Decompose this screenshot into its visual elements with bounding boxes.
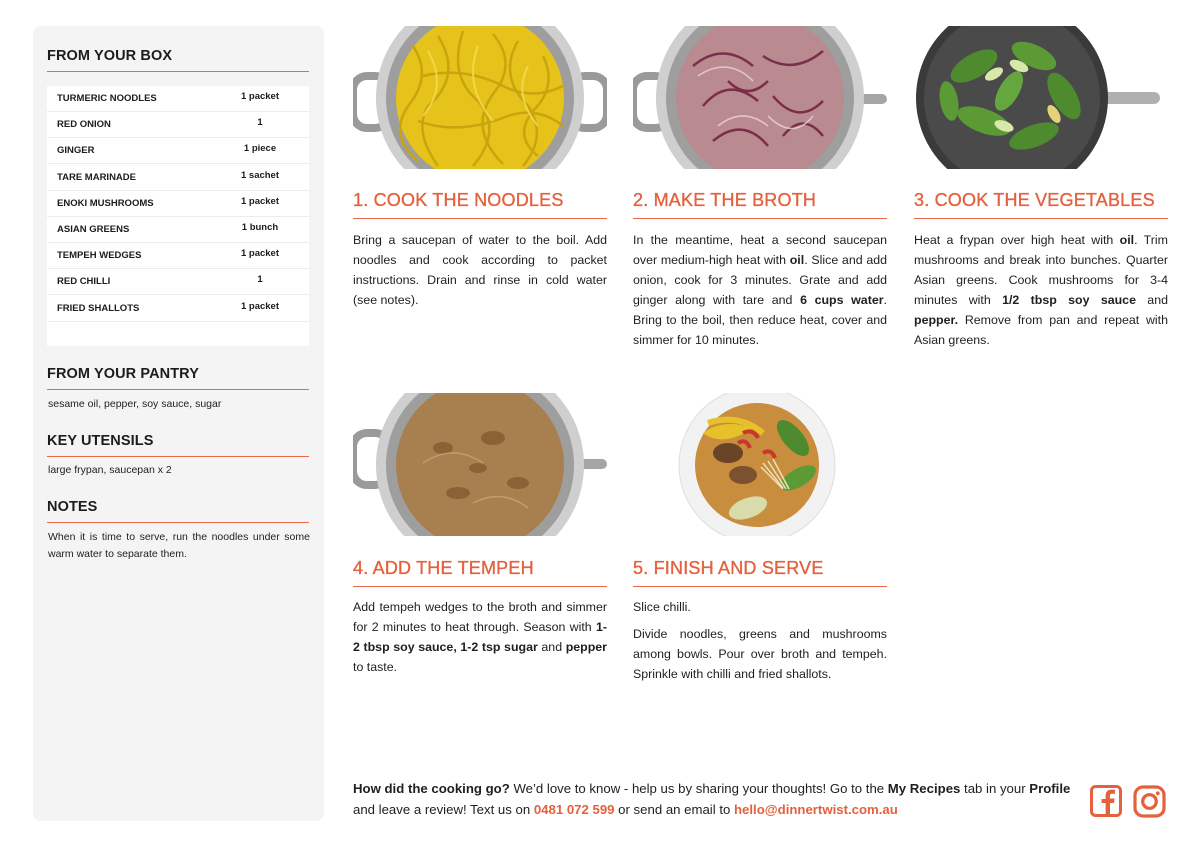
step-paragraph <box>633 597 887 617</box>
divider <box>47 522 309 523</box>
step-paragraph <box>633 624 887 684</box>
utensils-list: large frypan, saucepan x 2 <box>48 464 172 476</box>
ingredient-quantity: 1 sachet <box>240 169 280 181</box>
step-3-body <box>914 230 1168 350</box>
feedback-footer <box>353 778 1078 820</box>
ingredient-name: TARE MARINADE <box>57 171 136 183</box>
bold-text: 1-2 tbsp soy sauce, 1-2 tsp sugar <box>353 620 607 654</box>
divider <box>633 218 887 219</box>
text-segment: and leave a review! Text us on <box>353 802 534 817</box>
divider <box>47 389 309 390</box>
divider <box>633 586 887 587</box>
text-segment: tab in your <box>960 781 1030 796</box>
bold-text: oil <box>789 253 805 267</box>
ingredient-name: ENOKI MUSHROOMS <box>57 197 154 209</box>
text-segment: Heat a frypan over high heat with <box>914 233 1120 247</box>
table-row <box>47 296 309 322</box>
divider <box>353 586 607 587</box>
divider <box>914 218 1168 219</box>
ingredient-name: GINGER <box>57 145 95 157</box>
step-2-image <box>633 26 887 169</box>
from-your-pantry-title: FROM YOUR PANTRY <box>47 366 199 382</box>
divider <box>353 218 607 219</box>
ingredients-sidebar <box>33 26 324 821</box>
step-5-image <box>633 393 887 536</box>
ingredient-quantity: 1 <box>257 117 263 129</box>
step-paragraph <box>353 597 607 677</box>
ingredient-quantity: 1 piece <box>243 143 277 155</box>
step-3-image <box>914 26 1168 169</box>
text-segment: to taste. <box>353 660 398 674</box>
bold-text: 1/2 tbsp soy sauce <box>1002 293 1136 307</box>
text-segment: Divide noodles, greens and mushrooms among bowls. Pour over broth and tempeh. Sprinkle with chilli and fried shallots. <box>633 627 887 681</box>
instagram-icon[interactable] <box>1133 785 1166 823</box>
text-segment: or send an email to <box>614 802 734 817</box>
text-segment: Remove from pan and repeat with Asian greens. <box>914 313 1168 347</box>
text-segment: Slice chilli. <box>633 600 691 614</box>
table-row <box>47 269 309 295</box>
ingredient-quantity: 1 packet <box>240 248 280 260</box>
bold-text: My Recipes <box>887 781 961 796</box>
text-segment: In the meantime, heat a second saucepan over medium-high heat with <box>633 233 887 267</box>
table-row <box>47 191 309 217</box>
step-paragraph <box>353 230 607 310</box>
ingredient-quantity: 1 <box>257 274 263 286</box>
step-1-title: 1. COOK THE NOODLES <box>353 190 564 210</box>
step-2-title: 2. MAKE THE BROTH <box>633 190 817 210</box>
box-ingredients-table <box>47 86 309 346</box>
step-1-image <box>353 26 607 169</box>
text-segment: . Slice and add onion, cook for 3 minutes. Grate and add ginger along with tare and <box>633 253 887 307</box>
step-5-title: 5. FINISH AND SERVE <box>633 558 824 578</box>
bold-text: 6 cups water <box>800 293 884 307</box>
divider <box>47 71 309 72</box>
bold-text: oil <box>1119 233 1135 247</box>
text-segment: and <box>1135 293 1168 307</box>
step-2-body <box>633 230 887 350</box>
step-1-body <box>353 230 607 310</box>
text-segment: . Bring to the boil, then reduce heat, cover and simmer for 10 minutes. <box>633 293 887 347</box>
table-row <box>47 217 309 243</box>
text-segment: Add tempeh wedges to the broth and simmer for 2 minutes to heat through. Season with <box>353 600 607 634</box>
facebook-icon[interactable] <box>1090 785 1122 822</box>
bold-text: pepper. <box>914 313 959 327</box>
step-4-title: 4. ADD THE TEMPEH <box>353 558 534 578</box>
step-paragraph <box>633 230 887 350</box>
ingredient-name: RED ONION <box>57 119 111 131</box>
table-row <box>47 243 309 269</box>
divider <box>47 456 309 457</box>
ingredient-quantity: 1 packet <box>240 300 280 312</box>
text-segment: We’d love to know - help us by sharing your thoughts! Go to the <box>509 781 888 796</box>
from-your-box-title: FROM YOUR BOX <box>47 48 173 64</box>
table-row <box>47 112 309 138</box>
notes-text: When it is time to serve, run the noodles under some warm water to separate them. <box>48 531 310 560</box>
step-4-body <box>353 597 607 677</box>
text-segment: . Trim mushrooms and break into bunches. Quarter Asian greens. Cook mushrooms for 3-4 minutes with <box>914 233 1168 307</box>
table-row <box>47 86 309 112</box>
contact-link[interactable]: hello@dinnertwist.com.au <box>734 802 898 817</box>
key-utensils-title: KEY UTENSILS <box>47 433 154 449</box>
ingredient-name: TURMERIC NOODLES <box>57 93 157 104</box>
ingredient-quantity: 1 bunch <box>241 222 279 233</box>
table-row <box>47 165 309 191</box>
ingredient-name: ASIAN GREENS <box>57 224 130 235</box>
pantry-list: sesame oil, pepper, soy sauce, sugar <box>48 398 222 410</box>
step-5-body <box>633 597 887 684</box>
ingredient-quantity: 1 packet <box>240 195 280 207</box>
ingredient-name: RED CHILLI <box>57 276 111 288</box>
contact-link[interactable]: 0481 072 599 <box>533 802 615 817</box>
step-4-image <box>353 393 607 536</box>
bold-text: pepper <box>565 640 607 654</box>
text-segment: and <box>537 640 566 654</box>
notes-title: NOTES <box>47 499 98 515</box>
bold-text: Profile <box>1029 781 1071 796</box>
ingredient-quantity: 1 packet <box>240 91 280 102</box>
step-3-title: 3. COOK THE VEGETABLES <box>914 190 1155 210</box>
step-paragraph <box>914 230 1168 350</box>
table-row <box>47 138 309 164</box>
text-segment: Bring a saucepan of water to the boil. Add noodles and cook according to packet instructions. Drain and rinse in cold water (see notes). <box>353 233 607 307</box>
ingredient-name: FRIED SHALLOTS <box>57 302 140 314</box>
ingredient-name: TEMPEH WEDGES <box>57 250 142 262</box>
bold-text: How did the cooking go? <box>353 781 510 796</box>
